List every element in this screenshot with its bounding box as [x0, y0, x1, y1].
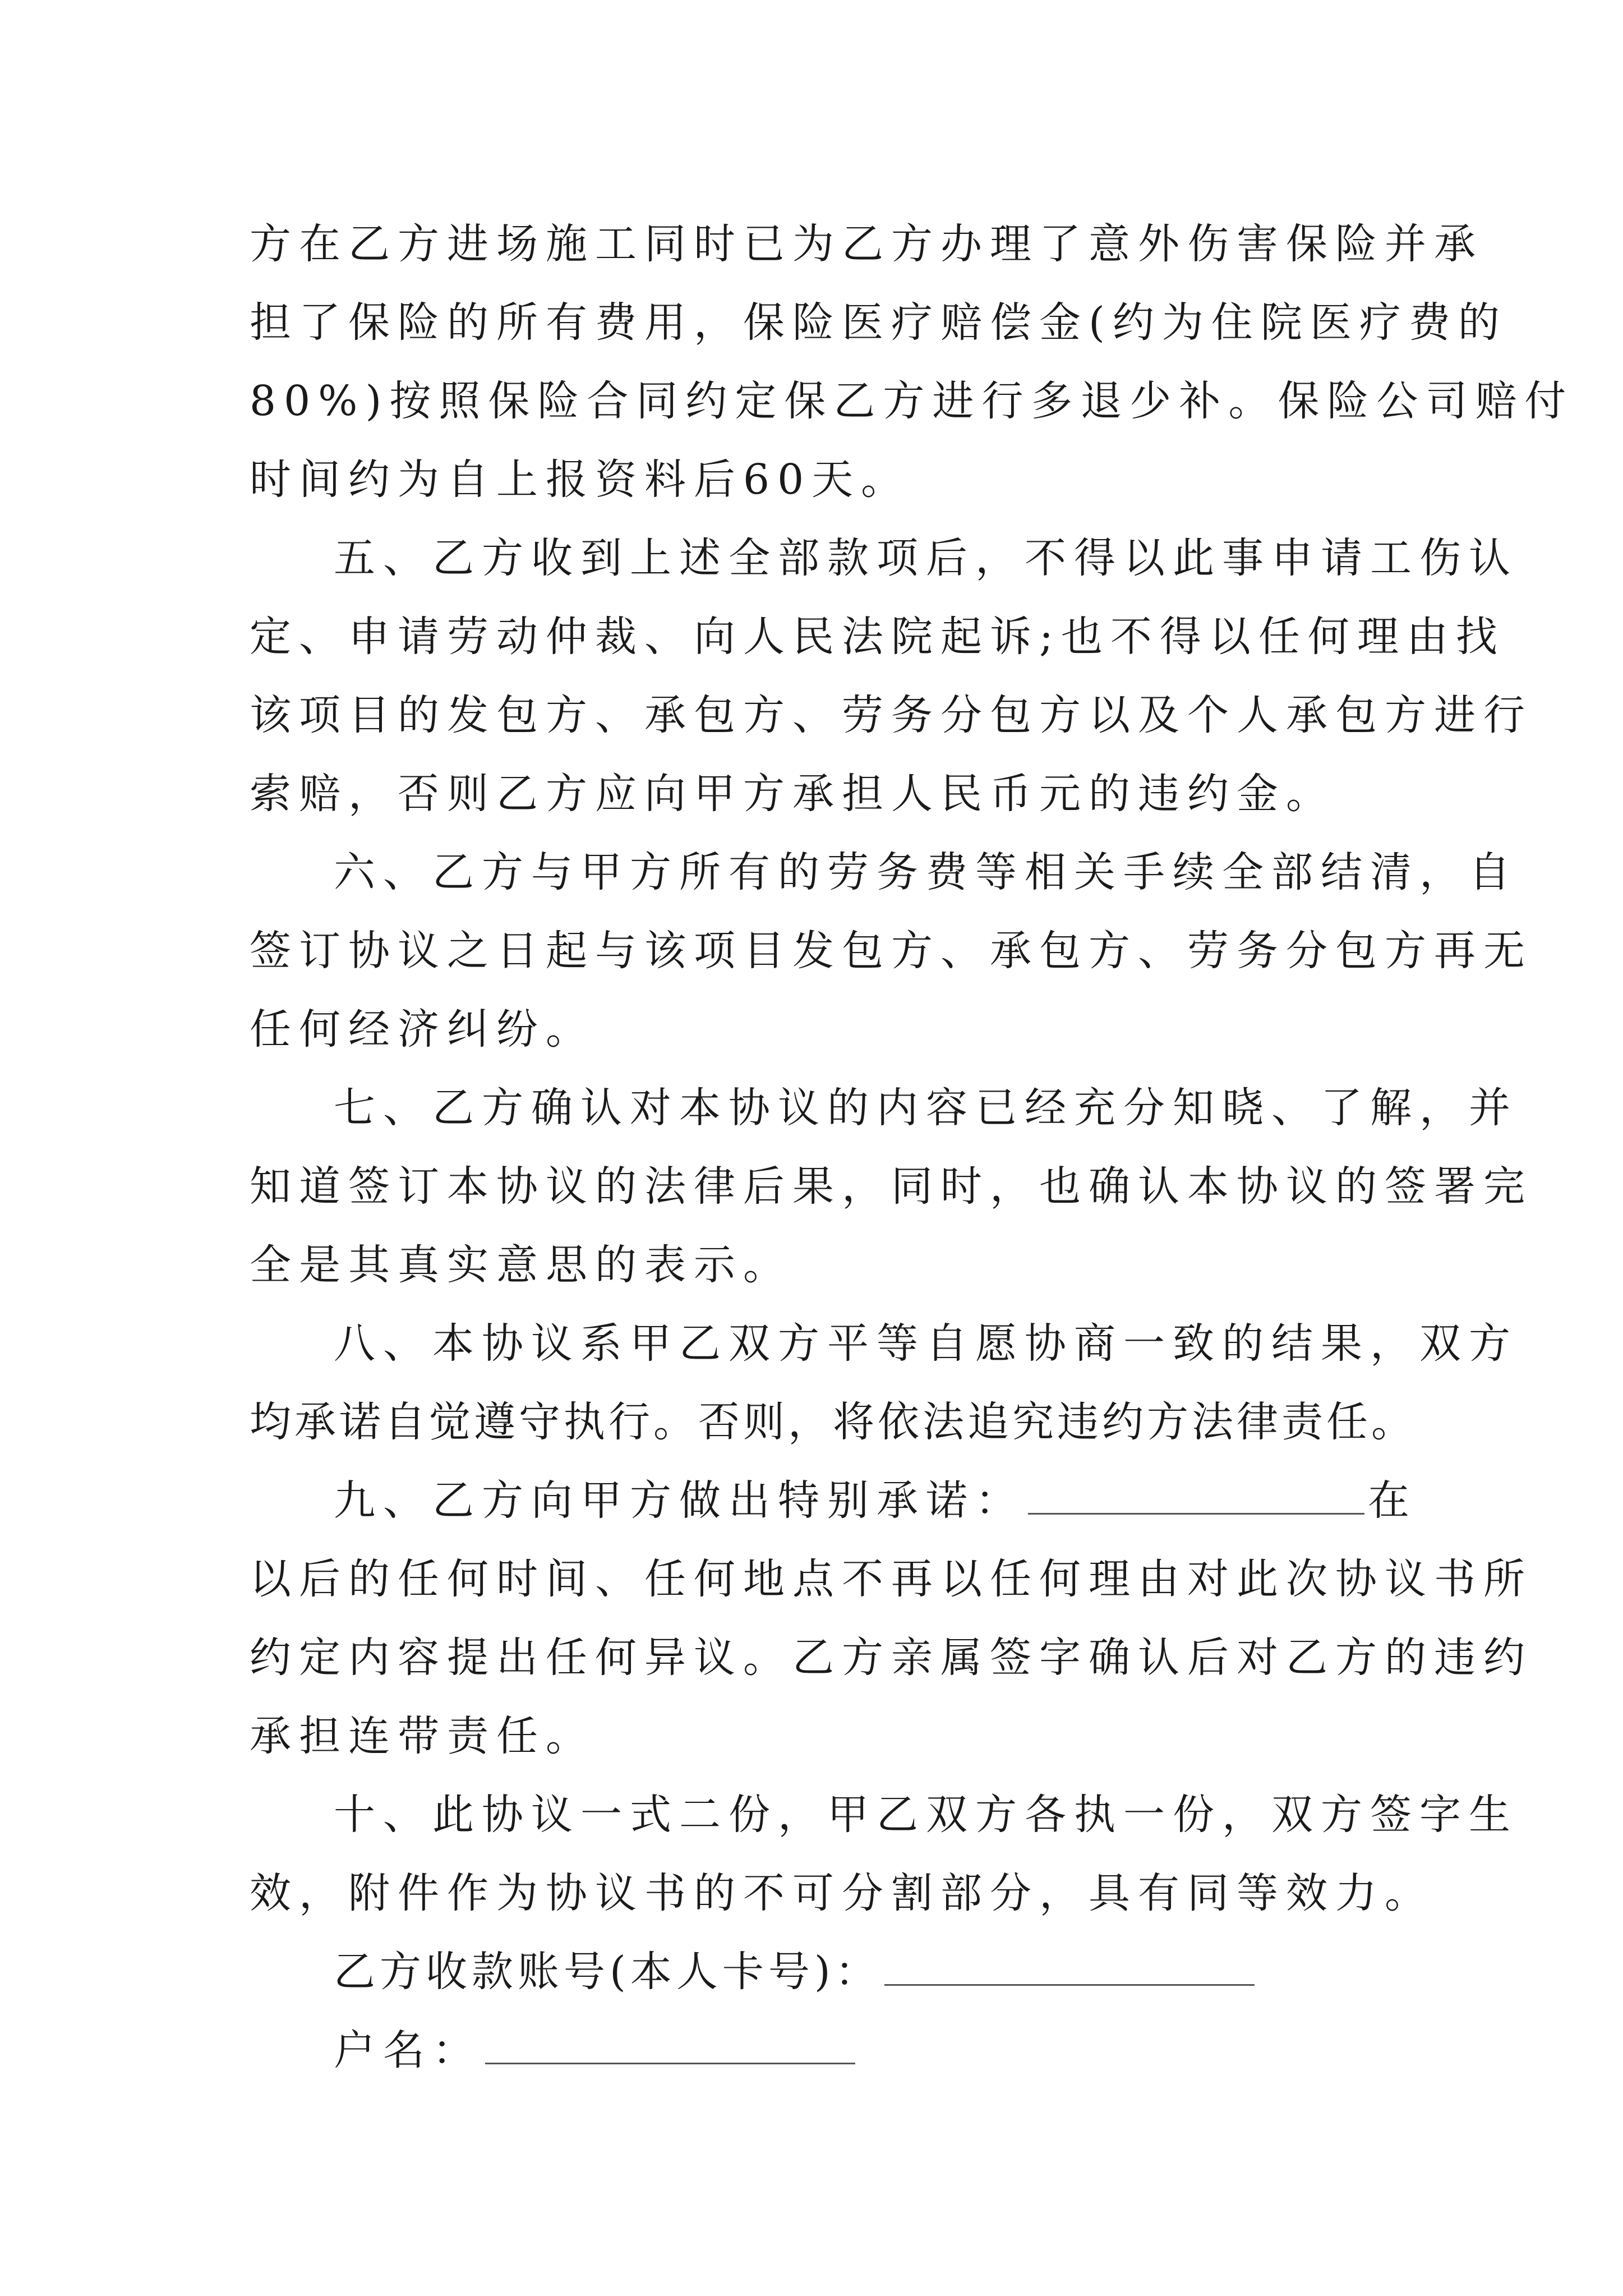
p8-line-1: 八、本协议系甲乙双方平等自愿协商一致的结果，双方 — [334, 1319, 1518, 1368]
p6-line-3: 任何经济纠纷。 — [250, 1005, 595, 1053]
p5-line-1: 五、乙方收到上述全部款项后，不得以此事申请工伤认 — [334, 534, 1518, 582]
promise-blank-field[interactable] — [1028, 1479, 1364, 1515]
p7-line-2: 知道签订本协议的法律后果，同时，也确认本协议的签署完 — [250, 1162, 1533, 1211]
account-label: 乙方收款账号(本人卡号)： — [334, 1948, 881, 1996]
account-line — [334, 1947, 1258, 1997]
p6-line-1: 六、乙方与甲方所有的劳务费等相关手续全部结清，自 — [334, 848, 1518, 896]
p5-line-4: 索赔，否则乙方应向甲方承担人民币元的违约金。 — [250, 770, 1335, 818]
p7-line-3: 全是其真实意思的表示。 — [250, 1241, 792, 1289]
p9-line-3: 约定内容提出任何异议。乙方亲属签字确认后对乙方的违约 — [250, 1634, 1533, 1682]
p9-line-2: 以后的任何时间、任何地点不再以任何理由对此次协议书所 — [250, 1555, 1533, 1603]
p5-line-3: 该项目的发包方、承包方、劳务分包方以及个人承包方进行 — [250, 691, 1533, 739]
account-name-field[interactable] — [485, 2029, 855, 2064]
p9-line-1 — [334, 1475, 1417, 1526]
name-line — [334, 2025, 859, 2076]
p10-line-1: 十、此协议一式二份，甲乙双方各执一份，双方签字生 — [334, 1791, 1518, 1839]
p8-line-2: 均承诺自觉遵守执行。否则，将依法追究违约方法律责任。 — [250, 1398, 1416, 1446]
p6-line-2: 签订协议之日起与该项目发包方、承包方、劳务分包方再无 — [250, 927, 1533, 975]
p7-line-1: 七、乙方确认对本协议的内容已经充分知晓、了解，并 — [334, 1084, 1518, 1132]
p4-line-4: 时间约为自上报资料后60天。 — [250, 455, 911, 504]
account-number-field[interactable] — [884, 1950, 1255, 1986]
p4-line-1: 方在乙方进场施工同时已为乙方办理了意外伤害保险并承 — [250, 220, 1483, 268]
p9-line-4: 承担连带责任。 — [250, 1712, 595, 1760]
p5-line-2: 定、申请劳动仲裁、向人民法院起诉;也不得以任何理由找 — [250, 613, 1505, 661]
p10-line-2: 效，附件作为协议书的不可分割部分，具有同等效力。 — [250, 1869, 1434, 1917]
p9-prefix: 九、乙方向甲方做出特别承诺： — [334, 1476, 1025, 1525]
p9-suffix: 在 — [1368, 1476, 1417, 1525]
name-label: 户名： — [334, 2026, 482, 2074]
p4-line-2: 担了保险的所有费用，保险医疗赔偿金(约为住院医疗费的 — [250, 298, 1507, 347]
p4-line-3: 80%)按照保险合同约定保乙方进行多退少补。保险公司赔付 — [250, 377, 1574, 425]
